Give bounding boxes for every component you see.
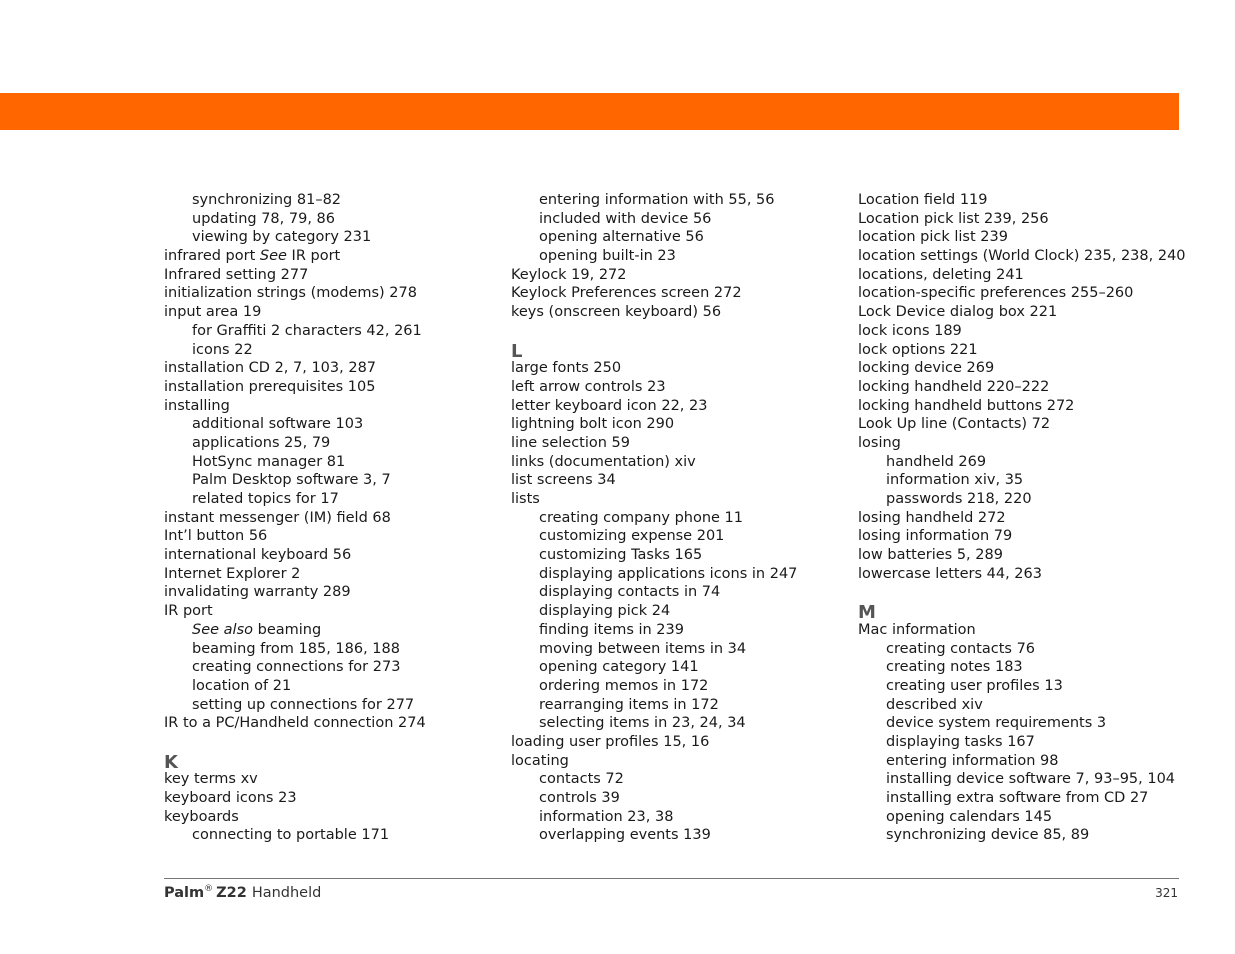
index-entry: locations, deleting 241 [858, 266, 1024, 283]
index-entry: line selection 59 [511, 434, 631, 451]
index-entry: Internet Explorer 2 [164, 565, 301, 582]
index-column-3 [858, 191, 1186, 845]
index-subentry: rearranging items in 172 [539, 696, 719, 713]
index-entry: losing information 79 [858, 528, 1013, 545]
index-subentry: displaying contacts in 74 [539, 584, 721, 601]
index-subentry: creating notes 183 [886, 659, 1023, 676]
index-entry: installation CD 2, 7, 103, 287 [164, 360, 377, 377]
index-entry: list screens 34 [511, 472, 616, 489]
index-subentry: entering information 98 [886, 752, 1059, 769]
index-subentry: applications 25, 79 [192, 434, 331, 451]
index-subentry: passwords 218, 220 [886, 491, 1032, 507]
index-letter-heading: K [164, 751, 178, 773]
index-entry: installing [164, 397, 230, 414]
index-entry: Mac information [858, 621, 976, 638]
index-subentry: creating company phone 11 [539, 509, 744, 526]
index-subentry: synchronizing device 85, 89 [886, 827, 1090, 844]
index-subentry: beaming from 185, 186, 188 [192, 640, 400, 657]
index-entry: Int’l button 56 [164, 528, 268, 545]
index-subentry: finding items in 239 [539, 621, 684, 638]
index-entry: Look Up line (Contacts) 72 [858, 416, 1051, 433]
index-entry: left arrow controls 23 [511, 378, 666, 395]
index-subentry: for Graffiti 2 characters 42, 261 [192, 322, 422, 339]
index-subentry: customizing expense 201 [539, 528, 725, 545]
index-letter-heading: M [858, 602, 876, 624]
index-subentry: creating contacts 76 [886, 640, 1036, 657]
index-entry: IR to a PC/Handheld connection 274 [164, 715, 426, 732]
index-entry: initialization strings (modems) 278 [164, 285, 417, 302]
index-subentry: contacts 72 [539, 771, 624, 788]
footer-product [164, 884, 321, 901]
index-entry: links (documentation) xiv [511, 453, 696, 470]
index-entry: invalidating warranty 289 [164, 584, 351, 601]
index-entry: lock options 221 [858, 341, 978, 358]
index-entry: low batteries 5, 289 [858, 547, 1003, 564]
index-subentry: customizing Tasks 165 [539, 547, 703, 564]
index-subentry: ordering memos in 172 [539, 677, 709, 694]
index-entry: lowercase letters 44, 263 [858, 565, 1042, 582]
index-subentry: Palm Desktop software 3, 7 [192, 472, 391, 489]
index-subentry: installing device software 7, 93–95, 104 [886, 771, 1176, 788]
index-subentry: information xiv, 35 [886, 472, 1024, 489]
index-subentry: information 23, 38 [539, 808, 674, 825]
index-entry: location settings (World Clock) 235, 238, 240 [858, 248, 1186, 265]
index-subentry: HotSync manager 81 [192, 453, 346, 470]
index-entry: locking handheld buttons 272 [858, 397, 1075, 414]
index-subentry: entering information with 55, 56 [539, 192, 775, 208]
index-entry: Infrared setting 277 [164, 266, 309, 283]
index-entry: location-specific preferences 255–260 [858, 285, 1134, 302]
index-subentry: related topics for 17 [192, 491, 339, 507]
index-column-2 [511, 191, 797, 845]
index-entry: losing handheld 272 [858, 509, 1006, 526]
index-subentry: selecting items in 23, 24, 34 [539, 715, 746, 732]
footer-rule [164, 878, 1179, 879]
registered-mark: ® [204, 884, 214, 894]
index-entry: keyboard icons 23 [164, 790, 297, 806]
index-subentry [164, 621, 426, 640]
index-subentry: icons 22 [192, 341, 253, 358]
index-subentry: updating 78, 79, 86 [192, 210, 335, 227]
index-subentry: synchronizing 81–82 [192, 192, 342, 208]
index-entry: lists [511, 491, 540, 507]
index-entry: losing [858, 434, 901, 451]
index-subentry: creating connections for 273 [192, 659, 401, 676]
index-subentry: creating user profiles 13 [886, 677, 1063, 694]
index-entry: large fonts 250 [511, 360, 622, 377]
index-entry: Keylock Preferences screen 272 [511, 285, 742, 302]
index-subentry: moving between items in 34 [539, 640, 747, 657]
index-subentry: setting up connections for 277 [192, 696, 415, 713]
index-entry: locking handheld 220–222 [858, 378, 1050, 395]
index-column-1 [164, 191, 426, 845]
index-subentry: handheld 269 [886, 453, 987, 470]
index-letter-heading: L [511, 340, 523, 362]
header-band [0, 93, 1179, 130]
index-subentry: controls 39 [539, 790, 620, 806]
index-entry: international keyboard 56 [164, 547, 352, 564]
index-entry: input area 19 [164, 304, 262, 321]
index-entry: IR port [164, 603, 213, 620]
index-entry: loading user profiles 15, 16 [511, 733, 710, 750]
index-entry: locating [511, 752, 569, 769]
index-subentry: opening calendars 145 [886, 808, 1053, 825]
index-entry: keys (onscreen keyboard) 56 [511, 304, 722, 321]
index-entry: lock icons 189 [858, 322, 962, 339]
index-entry: instant messenger (IM) field 68 [164, 509, 391, 526]
footer-model: Z22 [216, 884, 247, 901]
index-entry: Keylock 19, 272 [511, 266, 627, 283]
index-entry: letter keyboard icon 22, 23 [511, 397, 708, 414]
index-subentry: connecting to portable 171 [192, 827, 390, 844]
footer-brand: Palm [164, 884, 205, 901]
index-entry: key terms xv [164, 771, 258, 788]
index-entry: locking device 269 [858, 360, 995, 377]
index-entry: Location pick list 239, 256 [858, 210, 1049, 227]
index-entry: Location field 119 [858, 192, 988, 208]
index-subentry: device system requirements 3 [886, 715, 1107, 732]
index-subentry: additional software 103 [192, 416, 364, 433]
footer-product-name: Handheld [251, 884, 322, 901]
cross-reference: See [259, 248, 287, 265]
page-number: 321 [1155, 886, 1178, 900]
index-subentry: opening category 141 [539, 659, 699, 676]
cross-reference: See also [192, 621, 253, 638]
index-subentry: viewing by category 231 [192, 229, 372, 246]
index-entry: location pick list 239 [858, 229, 1008, 246]
index-entry: installation prerequisites 105 [164, 378, 376, 395]
index-subentry: displaying pick 24 [539, 603, 671, 620]
index-subentry: displaying applications icons in 247 [539, 565, 798, 582]
index-entry: Lock Device dialog box 221 [858, 304, 1058, 321]
index-subentry: overlapping events 139 [539, 827, 711, 844]
index-subentry: described xiv [886, 696, 983, 713]
index-subentry: location of 21 [192, 677, 292, 694]
entry-text: beaming [253, 621, 322, 638]
index-entry: lightning bolt icon 290 [511, 416, 675, 433]
entry-text: IR port [286, 248, 341, 265]
index-subentry: displaying tasks 167 [886, 733, 1035, 750]
index-entry [164, 247, 426, 266]
index-entry: keyboards [164, 808, 239, 825]
index-subentry: included with device 56 [539, 210, 712, 227]
index-subentry: installing extra software from CD 27 [886, 790, 1149, 806]
entry-text: infrared port [164, 248, 260, 265]
index-subentry: opening built-in 23 [539, 248, 676, 265]
index-subentry: opening alternative 56 [539, 229, 704, 246]
